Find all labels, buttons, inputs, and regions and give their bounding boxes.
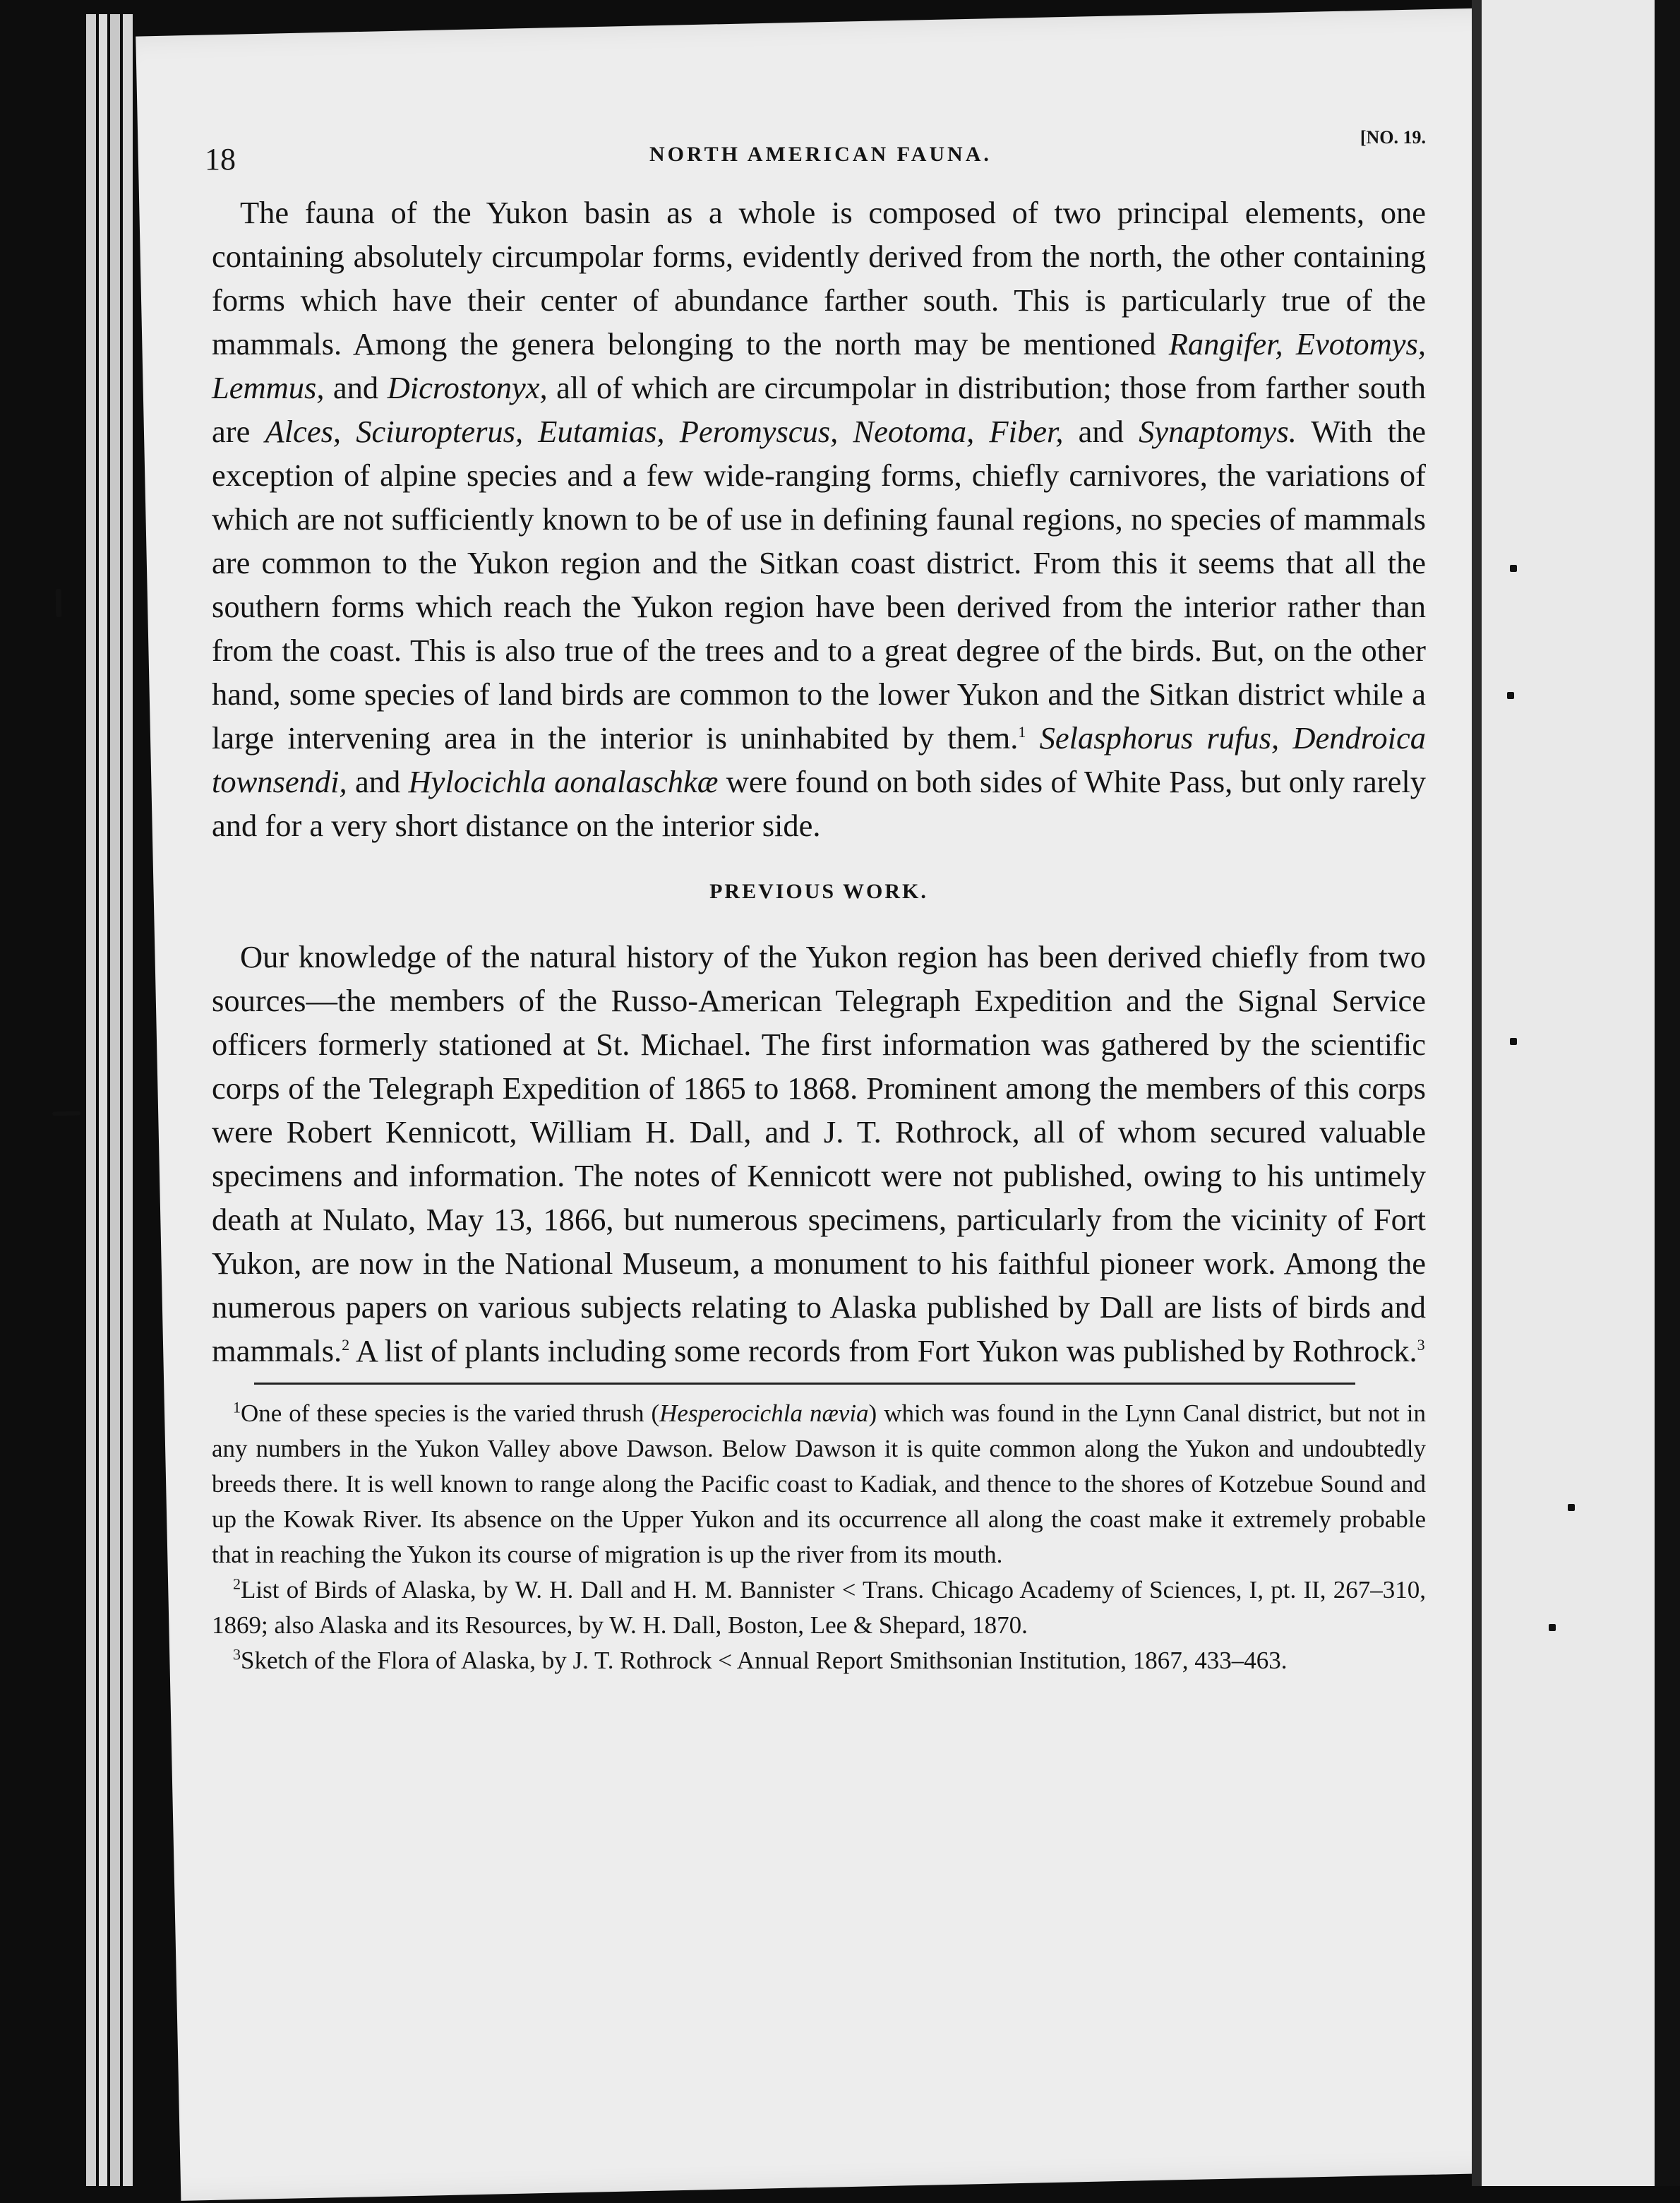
margin-mark	[1510, 565, 1517, 572]
gutter	[1472, 0, 1482, 2186]
book-edge	[99, 14, 107, 2186]
section-heading: PREVIOUS WORK.	[709, 880, 928, 903]
footnote-3: $^3$Sketch of the Flora of Alaska, by J. T. Rothrock < Annual Report Smithsonian Institution, 1867, 433–463.	[233, 1645, 1288, 1674]
series-number: [NO. 19.	[1360, 127, 1426, 148]
footnotes	[212, 1396, 1426, 1678]
book-edge	[110, 14, 120, 2186]
margin-mark	[56, 589, 62, 617]
margin-mark	[1549, 1624, 1556, 1631]
page-edge-shadow	[1655, 0, 1680, 2186]
footnote-ref-1: 1	[1018, 723, 1026, 741]
footnote-2: $^2$List of Birds of Alaska, by W. H. Dall and H. M. Bannister < Trans. Chicago Academy of Sciences, I, pt. II, 267–310, 1869; also Alaska and its Resources, by W. H. Dall, Boston, Lee & Shepard, 1870.	[212, 1575, 1426, 1639]
facing-page-edge	[1482, 0, 1680, 2186]
paragraph-fauna: The fauna of the Yukon basin as a whole is composed of two principal elements, one containing absolutely circumpolar forms, evidently derived from the north, the other containing forms which have their center of abundance farther south. This is particularly true of the mammals. Among the genera belonging to the north may be mentioned Rangifer, Evotomys, Lemmus, and Dicrostonyx, all of which are circumpolar in distribution; those from farther south are Alces, Sciuropterus, Eutamias, Peromyscus, Neotoma, Fiber, and Synaptomys. With the exception of alpine species and a few wide-ranging forms, chiefly carnivores, the variations of which are not sufficiently known to be of use in defining faunal regions, no species of mammals are common to the Yukon region and the Sitkan coast district. From this it seems that all the southern forms which reach the Yukon region have been derived from the interior rather than from the coast. This is also true of the trees and to a great degree of the birds. But, on the other hand, some species of land birds are common to the lower Yukon and the Sitkan district while a large intervening area in the interior is uninhabited by them.$^1$ Selasphorus rufus, Dendroica townsendi, and Hylocichla aonalaschkæ were found on both sides of White Pass, but only rarely and for a very short distance on the interior side.	[212, 195, 1427, 843]
footnote-1: $^1$One of these species is the varied thrush (Hesperocichla nævia) which was found in the Lynn Canal district, but not in any numbers in the Yukon Valley above Dawson. Below Dawson it is quite common along the Yukon and undoubtedly breeds there. It is well known to range along the Pacific coast to Kadiak, and thence to the shores of Kotzebue Sound and up the Kowak River. Its absence on the Upper Yukon and its occurrence all along the coast make it extremely probable that in reaching the Yukon its course of migration is up the river from its mouth.	[212, 1398, 1426, 1568]
footnote-ref-2: 2	[342, 1336, 350, 1354]
book-edge	[86, 14, 96, 2186]
margin-mark	[1568, 1504, 1575, 1511]
paragraph-previous-work: Our knowledge of the natural history of the Yukon region has been derived chiefly from two sources—the members of the Russo-American Telegraph Expedition and the Signal Service officers formerly stationed at St. Michael. The first information was gathered by the scientific corps of the Telegraph Expedition of 1865 to 1868. Prominent among the members of this corps were Robert Kennicott, William H. Dall, and J. T. Rothrock, all of whom secured valuable specimens and information. The notes of Kennicott were not published, owing to his untimely death at Nulato, May 13, 1866, but numerous specimens, particularly from the vicinity of Fort Yukon, are now in the National Museum, a monument to his faithful pioneer work. Among the numerous papers on various subjects relating to Alaska published by Dall are lists of birds and mammals.$^2$ A list of plants including some records from Fort Yukon was published by Rothrock.$^3$	[212, 939, 1426, 1368]
footnote-rule	[254, 1383, 1355, 1385]
running-header	[205, 127, 1426, 177]
book-edge	[123, 14, 133, 2186]
running-title: NORTH AMERICAN FAUNA.	[649, 143, 992, 166]
margin-mark	[1507, 692, 1514, 699]
margin-mark	[1510, 1038, 1517, 1045]
margin-mark	[52, 1111, 80, 1116]
footnote-ref-3: 3	[1417, 1336, 1425, 1354]
page-number: 18	[205, 142, 236, 177]
page-body	[212, 191, 1426, 1678]
